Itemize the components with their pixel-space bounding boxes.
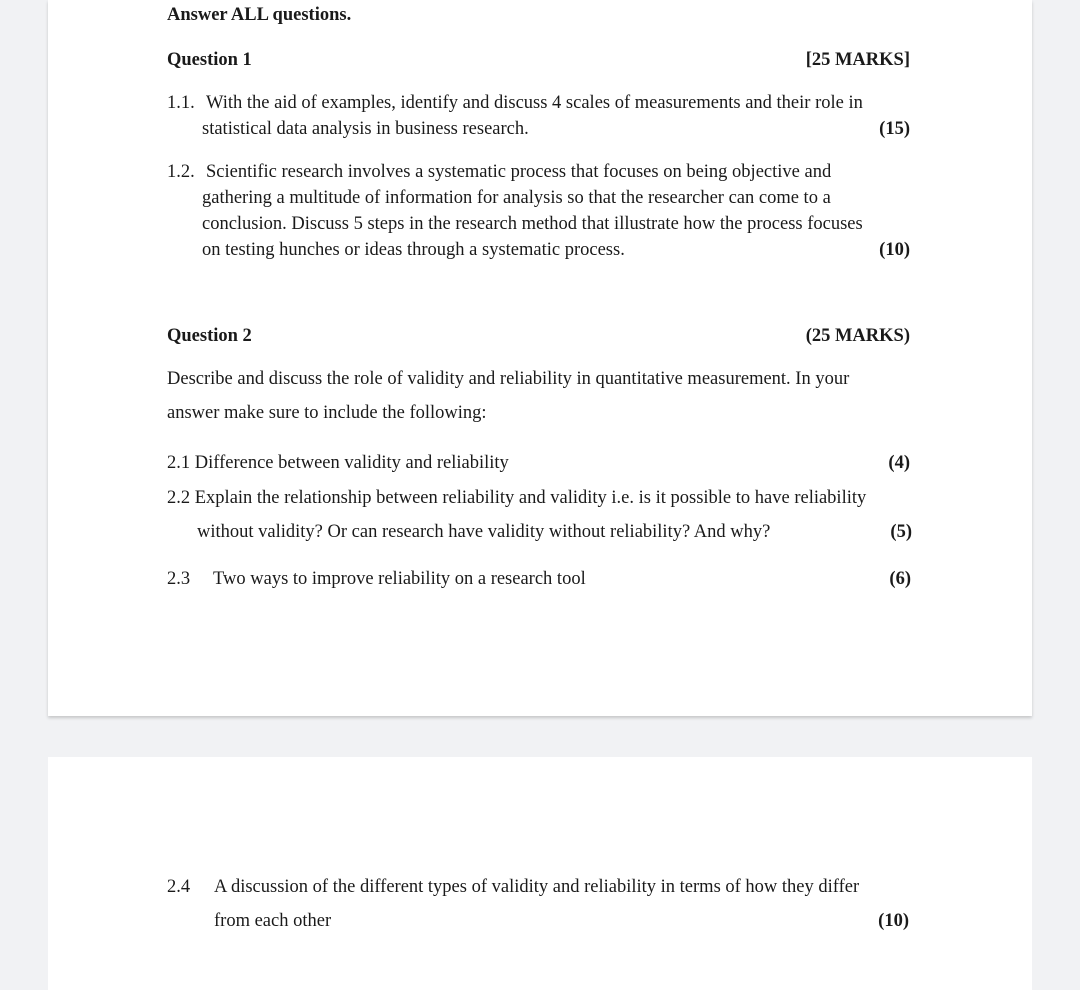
instruction-heading: Answer ALL questions. bbox=[167, 5, 352, 25]
question-2-marks: (25 MARKS) bbox=[805, 326, 910, 346]
item-1-1-marks: (15) bbox=[879, 119, 910, 139]
item-2-4-marks: (10) bbox=[878, 911, 909, 931]
item-2-4-number: 2.4 bbox=[167, 877, 191, 897]
item-2-4-line-1: A discussion of the different types of validity and reliability in terms of how they differ bbox=[214, 877, 860, 897]
document-page-1 bbox=[48, 0, 1032, 716]
item-2-3-number: 2.3 bbox=[167, 569, 191, 589]
item-1-2-line-2: gathering a multitude of information for analysis so that the researcher can come to a bbox=[202, 188, 831, 208]
item-2-1-text: 2.1 Difference between validity and reliability bbox=[167, 453, 509, 473]
item-1-2-line-1: Scientific research involves a systematic process that focuses on being objective and bbox=[206, 162, 832, 182]
item-2-1-marks: (4) bbox=[888, 453, 910, 473]
question-2-intro-line-1: Describe and discuss the role of validity and reliability in quantitative measurement. In your bbox=[167, 369, 850, 389]
item-2-4-line-2: from each other bbox=[214, 911, 332, 931]
item-1-1-number: 1.1. bbox=[167, 93, 195, 113]
item-2-2-marks: (5) bbox=[890, 522, 912, 542]
item-1-2-marks: (10) bbox=[879, 240, 910, 260]
question-1-marks: [25 MARKS] bbox=[805, 50, 910, 70]
item-1-2-line-4: on testing hunches or ideas through a systematic process. bbox=[202, 240, 625, 260]
item-1-1-line-1: With the aid of examples, identify and discuss 4 scales of measurements and their role in bbox=[206, 93, 863, 113]
item-2-3-marks: (6) bbox=[889, 569, 911, 589]
question-2-title: Question 2 bbox=[167, 326, 252, 346]
item-2-2-line-2: without validity? Or can research have validity without reliability? And why? bbox=[197, 522, 771, 542]
item-1-1-line-2: statistical data analysis in business research. bbox=[202, 119, 529, 139]
question-1-title: Question 1 bbox=[167, 50, 252, 70]
item-1-2-line-3: conclusion. Discuss 5 steps in the research method that illustrate how the process focuses bbox=[202, 214, 863, 234]
document-page-2 bbox=[48, 757, 1032, 990]
question-2-intro-line-2: answer make sure to include the following: bbox=[167, 403, 487, 423]
item-2-3-text: Two ways to improve reliability on a research tool bbox=[213, 569, 586, 589]
item-1-2-number: 1.2. bbox=[167, 162, 195, 182]
item-2-2-line-1: 2.2 Explain the relationship between reliability and validity i.e. is it possible to have reliability bbox=[167, 488, 867, 508]
